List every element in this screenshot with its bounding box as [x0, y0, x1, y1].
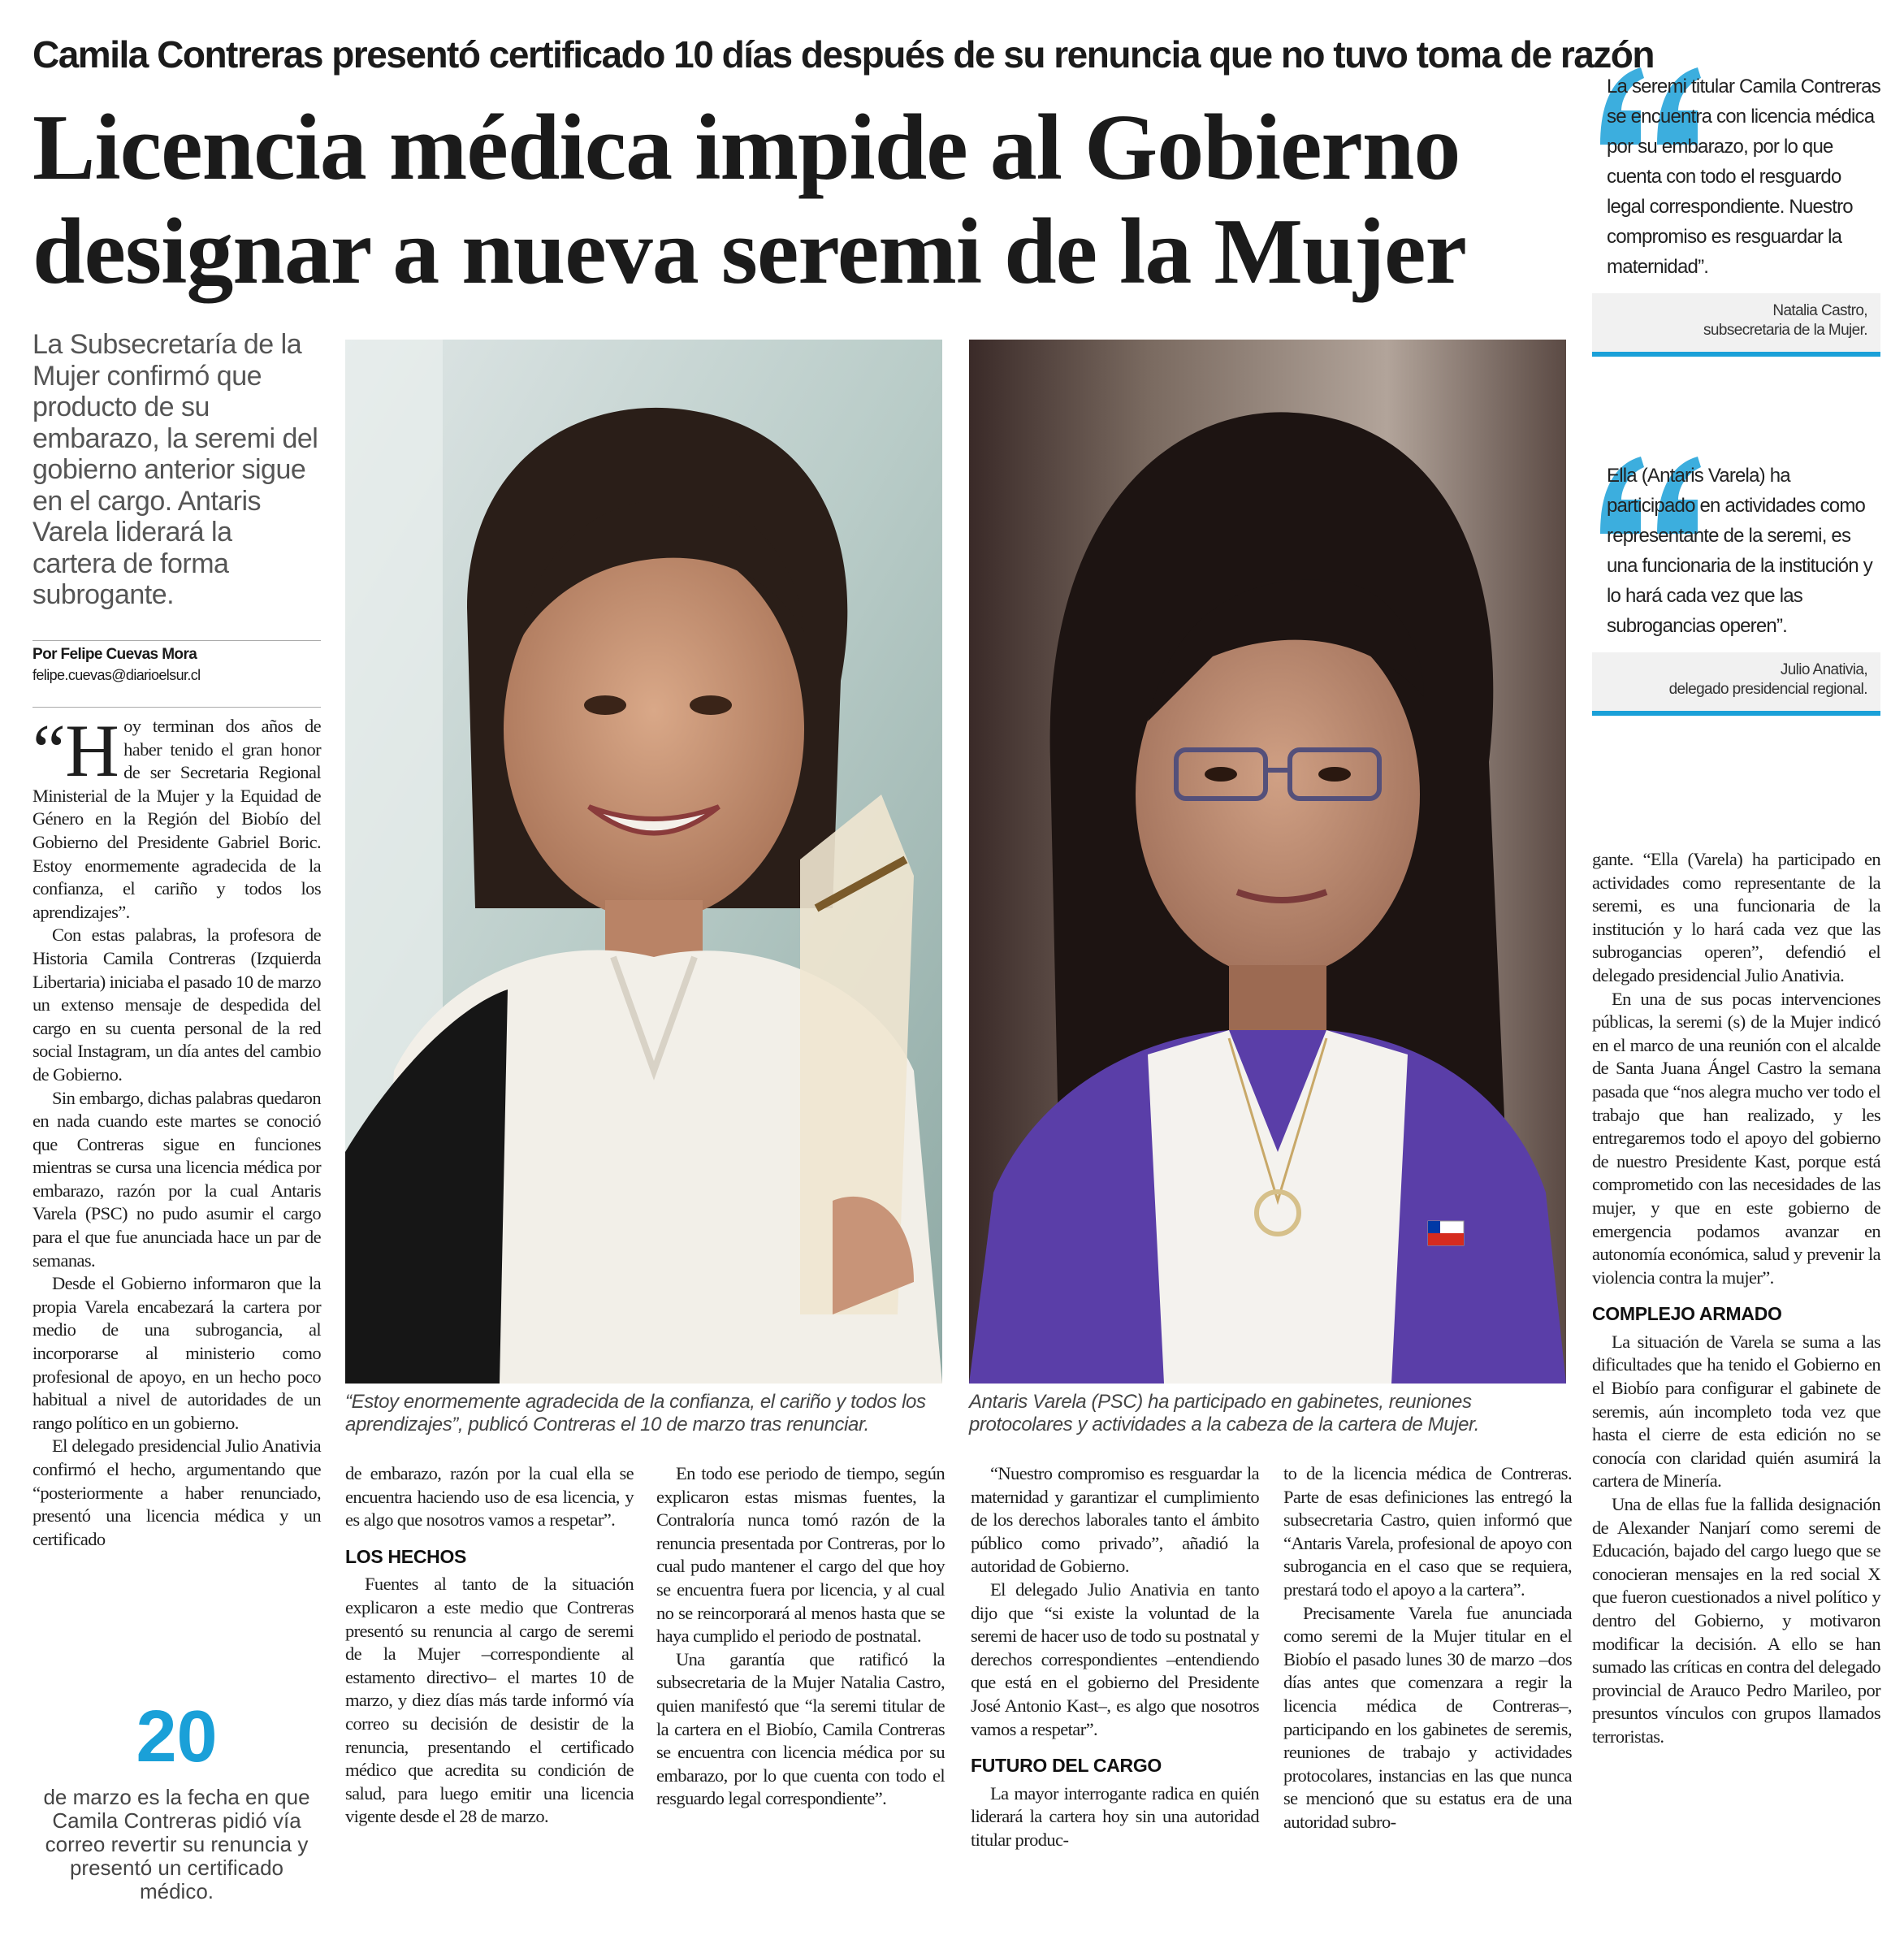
paragraph: Una garantía que ratificó la subsecretaria de la Mujer Natalia Castro, quien manifestó que “la seremi titular de la cartera en el Biobío, Camila Contreras se encuentra con licencia médica por su embarazo, por lo que cuenta con todo el resguardo legal correspondiente”.	[656, 1648, 945, 1809]
photo-antaris-varela	[969, 340, 1566, 1384]
body-column-5	[1283, 1462, 1572, 1834]
pull-quote-1	[1592, 71, 1880, 357]
paragraph: La mayor interrogante radica en quién liderará la cartera hoy sin una autoridad titular produc-	[971, 1782, 1259, 1850]
paragraph: Una de ellas fue la fallida designación de Alexander Nanjarí como seremi de Educación, bajado del cargo luego que se conocieran mensajes en la red social X que fueron cuestionados a nivel político y dentro del Gobierno, y motivaron modificar la decisión. A ello se han sumado las críticas en contra del delegado provincial de Arauco Pedro Marileo, por presuntos vínculos con grupos llamados terroristas.	[1592, 1494, 1880, 1747]
paragraph: En una de sus pocas intervenciones públicas, la seremi (s) de la Mujer indicó en el marco de una reunión con el alcalde de Santa Juana Ángel Castro la semana pasada que “nos alegra mucho ver todo el trabajo que han realizado, y les entregaremos todo el apoyo del gobierno de nuestro Presidente Kast, porque está comprometido con las necesidades de las mujer, y que en este gobierno de emergencia podamos avanzar en autonomía económica, salud y prevenir la violencia contra la mujer”.	[1592, 988, 1880, 1288]
pull-quote-2	[1592, 461, 1880, 716]
paragraph: “Nuestro compromiso es resguardar la maternidad y garantizar el cumplimiento de los derechos laborales tanto el ámbito público como privado”, añadió la autoridad de Gobierno.	[971, 1463, 1259, 1577]
paragraph: Precisamente Varela fue anunciada como seremi de la Mujer titular en el Biobío el pasado lunes 30 de marzo –dos días antes que comenzara a regir la licencia médica de Contreras–, participando en los gabinetes de seremis, reuniones de trabajo y actividades protocolares, instancias en las que nunca se mencionó que su estatus era de una autoridad subro-	[1283, 1602, 1572, 1832]
portrait-image	[345, 340, 942, 1384]
article-lead: La Subsecretaría de la Mujer confirmó que producto de su embarazo, la seremi del gobierno anterior sigue en el cargo. Antaris Varela liderará la cartera de forma subrogante.	[32, 329, 318, 610]
section-heading: COMPLEJO ARMADO	[1592, 1303, 1782, 1325]
pull-quote-attribution	[1592, 652, 1880, 716]
photo-caption-1: “Estoy enormemente agradecida de la confianza, el cariño y todos los aprendizajes”, publicó Contreras el 10 de marzo tras renunciar.	[345, 1391, 926, 1436]
section-heading: FUTURO DEL CARGO	[971, 1755, 1162, 1777]
body-column-2	[345, 1462, 634, 1829]
body-column-3	[656, 1462, 945, 1811]
byline-author: Por Felipe Cuevas Mora	[32, 646, 197, 663]
body-column-4	[971, 1462, 1259, 1852]
attribution-name: Julio Anativia,	[1780, 661, 1867, 678]
paragraph: gante. “Ella (Varela) ha participado en actividades como representante de la seremi, es una funcionaria de la institución y lo hará cada vez que las subrogancias operen”, defendió el delegado presidencial Julio Anativia.	[1592, 849, 1880, 985]
byline	[32, 640, 321, 684]
paragraph: Fuentes al tanto de la situación explicaron a este medio que Contreras presentó su renuncia al cargo de seremi de la Mujer –correspondiente al estamento directivo– el martes 10 de marzo, y diez días más tarde informó vía correo su decisión de desistir de la renuncia, presentando el certificado médico que acredita su condición de salud, para luego emitir una licencia vigente desde el 28 de marzo.	[345, 1574, 634, 1827]
article-kicker: Camila Contreras presentó certificado 10 días después de su renuncia que no tuvo toma de razón	[32, 33, 1655, 76]
paragraph: to de la licencia médica de Contreras. Parte de esas definiciones las entregó la subsecretaria Castro, quien informó que “Antaris Varela, profesional de apoyo con subrogancia en el caso que se requiera, prestará todo el apoyo a la cartera”.	[1283, 1463, 1572, 1600]
body-column-1	[32, 709, 321, 1551]
drop-cap: “H	[32, 709, 119, 792]
attribution-role: delegado presidencial regional.	[1668, 681, 1867, 698]
paragraph	[32, 709, 321, 924]
photo-camila-contreras	[345, 340, 942, 1384]
section-heading: LOS HECHOS	[345, 1545, 467, 1567]
byline-email[interactable]: felipe.cuevas@diarioelsur.cl	[32, 667, 201, 683]
photo-caption-2: Antaris Varela (PSC) ha participado en gabinetes, reuniones protocolares y actividades a la cabeza de la cartera de Mujer.	[969, 1391, 1479, 1436]
paragraph: Desde el Gobierno informaron que la propia Varela encabezará la cartera por medio de una subrogancia, al incorporarse al ministerio como profesional de apoyo, en un hecho poco habitual a nivel de autoridades de un rango político en un gobierno.	[32, 1273, 321, 1433]
pull-quote-attribution	[1592, 293, 1880, 357]
pull-quote-text: Ella (Antaris Varela) ha participado en actividades como representante de la seremi, es una funcionaria de la institución y lo hará cada vez que las subrogancias operen”.	[1607, 465, 1872, 637]
stat-text: de marzo es la fecha en que Camila Contreras pidió vía correo revertir su renuncia y presentó un certificado médico.	[43, 1785, 310, 1903]
paragraph-text: oy terminan dos años de haber tenido el gran honor de ser Secretaria Regional Ministerial de la Mujer y la Equidad de Género en la Región del Biobío del Gobierno del Presidente Gabriel Boric. Estoy enormemente agradecida de la confianza, el cariño y todos los aprendizajes”.	[32, 716, 321, 922]
attribution-name: Natalia Castro,	[1772, 302, 1867, 319]
pull-quote-text: La seremi titular Camila Contreras se encuentra con licencia médica por su embarazo, por lo que cuenta con todo el resguardo legal correspondiente. Nuestro compromiso es resguardar la maternidad”.	[1607, 76, 1880, 278]
stat-number: 20	[136, 1696, 218, 1778]
article-headline: Licencia médica impide al Gobierno designar a nueva seremi de la Mujer	[32, 96, 1466, 304]
stat-box	[32, 1698, 321, 1903]
paragraph: La situación de Varela se suma a las dificultades que ha tenido el Gobierno en el Biobío para configurar el gabinete de seremis, aún incompleto toda vez que hasta el cierre de esta edición no se conocía con claridad quién asumirá la cartera de Minería.	[1592, 1331, 1880, 1492]
byline-divider	[32, 707, 321, 708]
paragraph: En todo ese periodo de tiempo, según explicaron estas mismas fuentes, la Contraloría nunca tomó razón de la renuncia presentada por Contreras, por lo cual pudo mantener el cargo del que hoy se encuentra fuera por licencia, y al cual no se reincorporará al menos hasta que se haya cumplido el periodo de postnatal.	[656, 1463, 945, 1647]
paragraph: El delegado Julio Anativia en tanto dijo que “si existe la voluntad de la seremi de hacer uso de todo su postnatal y derechos correspondientes –entendiendo que está en el gobierno del Presidente José Antonio Kast–, es algo que nosotros vamos a respetar”.	[971, 1578, 1259, 1739]
body-column-6	[1592, 848, 1880, 1749]
paragraph: Sin embargo, dichas palabras quedaron en nada cuando este martes se conoció que Contreras sigue en funciones mientras se cursa una licencia médica por embarazo, razón por la cual Antaris Varela (PSC) no pudo asumir el cargo para el que fue anunciada hace un par de semanas.	[32, 1087, 321, 1271]
portrait-image	[969, 340, 1566, 1384]
attribution-role: subsecretaria de la Mujer.	[1703, 322, 1867, 339]
paragraph: Con estas palabras, la profesora de Historia Camila Contreras (Izquierda Libertaria) iniciaba el pasado 10 de marzo un extenso mensaje de despedida del cargo en su cuenta personal de la red social Instagram, un día antes del cambio de Gobierno.	[32, 925, 321, 1085]
paragraph: de embarazo, razón por la cual ella se encuentra haciendo uso de esa licencia, y es algo que nosotros vamos a respetar”.	[345, 1463, 634, 1531]
paragraph: El delegado presidencial Julio Anativia confirmó el hecho, argumentando que “posteriormente a haber renunciado, presentó una licencia médica y un certificado	[32, 1436, 321, 1549]
